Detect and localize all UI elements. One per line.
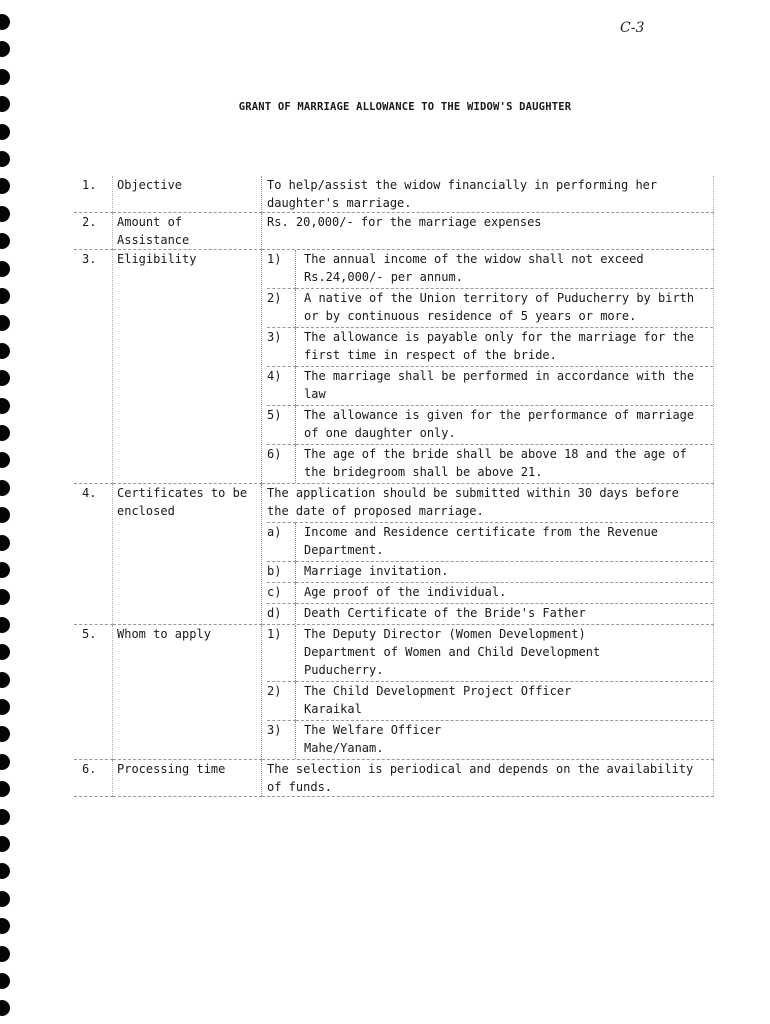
list-item — [267, 721, 713, 760]
address-line: The Child Development Project Officer — [304, 684, 572, 698]
row-number: 3. — [74, 250, 113, 484]
field-label: Certificates to be enclosed — [113, 484, 262, 625]
punch-hole — [0, 315, 10, 331]
list-item — [267, 328, 713, 367]
list-index: 3) — [267, 328, 296, 367]
punch-hole — [0, 69, 10, 85]
field-label: Whom to apply — [113, 625, 262, 760]
punch-hole — [0, 124, 10, 140]
address-line: The Welfare Officer — [304, 723, 442, 737]
list-index: 5) — [267, 406, 296, 445]
list-item — [267, 604, 713, 625]
list-text: A native of the Union territory of Puducherry by birth or by continuous residence of 5 years or more. — [296, 289, 714, 328]
list-text: The annual income of the widow shall not exceed Rs.24,000/- per annum. — [296, 250, 714, 289]
punch-hole — [0, 206, 10, 222]
punch-hole — [0, 809, 10, 825]
list-index: b) — [267, 562, 296, 583]
list-item — [267, 250, 713, 289]
punch-hole — [0, 781, 10, 797]
field-value: The selection is periodical and depends on the availability of funds. — [262, 760, 714, 797]
list-text: Marriage invitation. — [296, 562, 714, 583]
table-row — [74, 213, 714, 250]
contact-address — [296, 682, 714, 721]
address-line: The Deputy Director (Women Development) — [304, 627, 586, 641]
table-row — [74, 176, 714, 213]
list-item — [267, 583, 713, 604]
scheme-table — [74, 176, 714, 797]
field-label: Amount of Assistance — [113, 213, 262, 250]
table-row — [74, 250, 714, 484]
punch-hole — [0, 398, 10, 414]
punch-hole — [0, 370, 10, 386]
punch-hole — [0, 699, 10, 715]
address-line: Puducherry. — [304, 663, 384, 677]
list-index: a) — [267, 525, 282, 539]
punch-hole — [0, 644, 10, 660]
punch-hole — [0, 425, 10, 441]
punch-hole — [0, 836, 10, 852]
list-index: 2) — [267, 289, 296, 328]
punch-hole — [0, 973, 10, 989]
certificates-list — [267, 522, 713, 624]
field-label: Eligibility — [113, 250, 262, 484]
field-label: Processing time — [113, 760, 262, 797]
list-text: The marriage shall be performed in accordance with the law — [296, 367, 714, 406]
list-text: The allowance is given for the performance of marriage of one daughter only. — [296, 406, 714, 445]
list-index: 3) — [267, 721, 296, 760]
contacts-list — [267, 625, 713, 759]
list-index: 6) — [267, 445, 296, 484]
list-text: Age proof of the individual. — [296, 583, 714, 604]
punch-hole — [0, 14, 10, 30]
list-text: Death Certificate of the Bride's Father — [296, 604, 714, 625]
page-mark: C-3 — [620, 20, 645, 36]
list-index: 4) — [267, 367, 296, 406]
row-number: 1. — [74, 176, 113, 213]
punch-hole — [0, 178, 10, 194]
field-value — [262, 484, 714, 625]
punch-hole — [0, 1000, 10, 1016]
table-row — [74, 484, 714, 625]
address-line: Karaikal — [304, 702, 362, 716]
punch-hole — [0, 562, 10, 578]
list-item — [267, 406, 713, 445]
list-item — [267, 562, 713, 583]
punch-hole — [0, 151, 10, 167]
list-index: 2) — [267, 682, 296, 721]
address-line: Department of Women and Child Development — [304, 645, 601, 659]
lead-line: the date of proposed marriage. — [267, 504, 484, 518]
table-row — [74, 625, 714, 760]
punch-hole — [0, 288, 10, 304]
list-text: Income and Residence certificate from the Revenue Department. — [296, 523, 714, 562]
punch-hole — [0, 233, 10, 249]
list-text: The allowance is payable only for the marriage for the first time in respect of the bride. — [296, 328, 714, 367]
table-row — [74, 760, 714, 797]
punch-hole — [0, 535, 10, 551]
list-item — [267, 682, 713, 721]
list-text: The age of the bride shall be above 18 and the age of the bridegroom shall be above 21. — [296, 445, 714, 484]
list-item — [267, 445, 713, 484]
field-value — [262, 625, 714, 760]
list-item — [267, 289, 713, 328]
list-index: c) — [267, 583, 296, 604]
document-title: GRANT OF MARRIAGE ALLOWANCE TO THE WIDOW'S DAUGHTER — [238, 101, 572, 113]
punch-hole — [0, 891, 10, 907]
list-item — [267, 625, 713, 682]
lead-line: The application should be submitted within 30 days before — [267, 486, 679, 500]
punch-hole — [0, 754, 10, 770]
field-value: Rs. 20,000/- for the marriage expenses — [262, 213, 714, 250]
punch-hole — [0, 863, 10, 879]
punch-hole — [0, 946, 10, 962]
punch-hole — [0, 343, 10, 359]
punch-hole — [0, 672, 10, 688]
field-label: Objective — [113, 176, 262, 213]
field-value — [262, 250, 714, 484]
contact-address — [296, 721, 714, 760]
binder-holes — [0, 0, 22, 1024]
field-value: To help/assist the widow financially in performing her daughter's marriage. — [262, 176, 714, 213]
list-item — [267, 367, 713, 406]
punch-hole — [0, 452, 10, 468]
row-number: 6. — [74, 760, 113, 797]
row-number: 5. — [74, 625, 113, 760]
punch-hole — [0, 41, 10, 57]
punch-hole — [0, 261, 10, 277]
list-item — [267, 523, 713, 562]
punch-hole — [0, 617, 10, 633]
list-index: 1) — [267, 627, 282, 641]
row-number: 2. — [74, 213, 113, 250]
eligibility-list — [267, 250, 713, 483]
contact-address — [296, 625, 714, 682]
list-index: 1) — [267, 252, 282, 266]
list-index: d) — [267, 604, 296, 625]
punch-hole — [0, 918, 10, 934]
punch-hole — [0, 589, 10, 605]
punch-hole — [0, 480, 10, 496]
punch-hole — [0, 726, 10, 742]
punch-hole — [0, 507, 10, 523]
address-line: Mahe/Yanam. — [304, 741, 384, 755]
certificates-lead — [267, 484, 713, 522]
row-number: 4. — [74, 484, 113, 625]
